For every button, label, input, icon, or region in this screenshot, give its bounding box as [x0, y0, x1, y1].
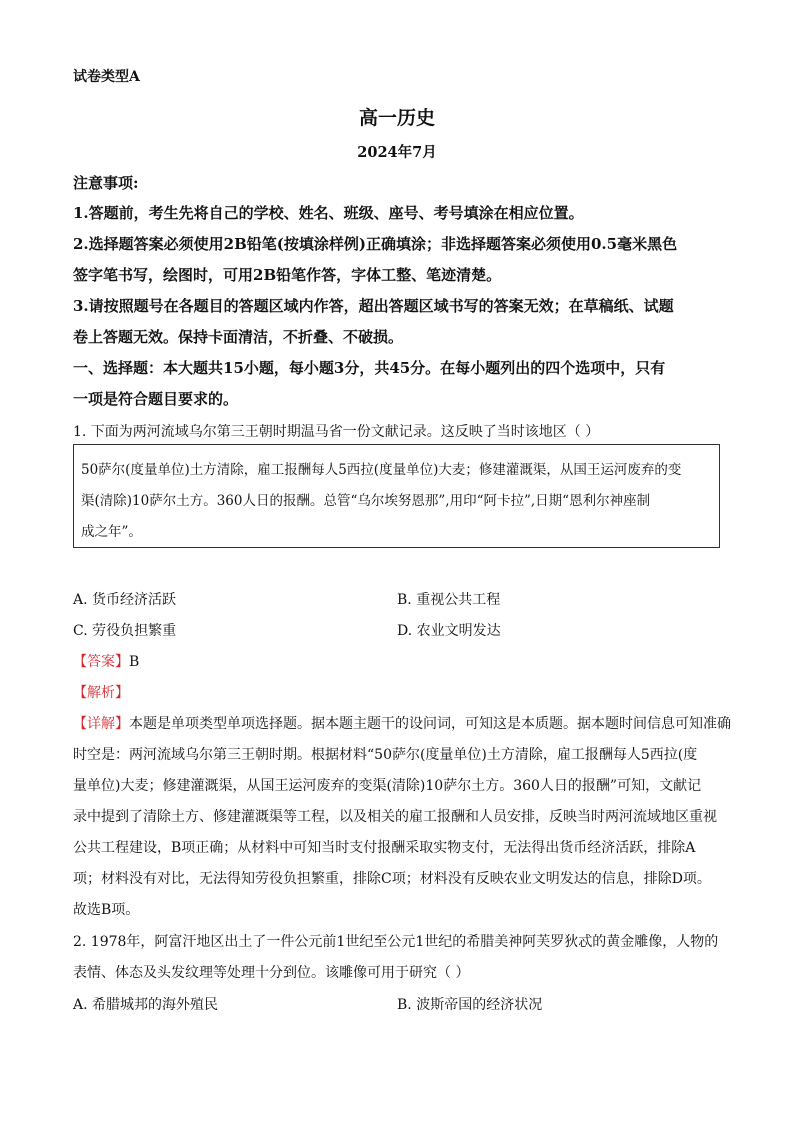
question-1-option-d: D. 农业文明发达: [397, 623, 501, 639]
detail-line-4: 录中提到了清除土方、修建灌溉渠等工程，以及相关的雇工报酬和人员安排，反映当时两河流域地区重视: [73, 809, 717, 825]
answer-line: [73, 651, 139, 671]
question-2-stem-line-2: 表情、体态及头发纹理等处理十分到位。该雕像可用于研究（ ）: [73, 965, 470, 981]
notice-item-3-line-1: 3.请按照题号在各题目的答题区域内作答，超出答题区域书写的答案无效；在草稿纸、试题: [73, 297, 674, 315]
detail-line-7: 故选B项。: [73, 902, 140, 918]
answer-value: B: [129, 654, 140, 670]
question-1-option-c: C. 劳役负担繁重: [73, 623, 177, 639]
detail-line-6: 项；材料没有对比，无法得知劳役负担繁重，排除C项；材料没有反映农业文明发达的信息，排除D项。: [73, 871, 711, 887]
question-2-option-a: A. 希腊城邦的海外殖民: [73, 997, 219, 1013]
material-line-1: 50萨尔(度量单位)土方清除，雇工报酬每人5西拉(度量单位)大麦；修建灌溉渠，从国王运河废弃的变: [81, 462, 682, 478]
question-1-stem: 1. 下面为两河流域乌尔第三王朝时期温马省一份文献记录。这反映了当时该地区（ ）: [73, 424, 600, 440]
detail-line-2: 时空是：两河流域乌尔第三王朝时期。根据材料“50萨尔(度量单位)土方清除，雇工报酬每人5西拉(度: [73, 747, 698, 763]
notice-heading: 注意事项:: [73, 174, 139, 192]
analysis-tag: 【解析】: [73, 685, 129, 701]
section-heading-line-2: 一项是符合题目要求的。: [73, 390, 239, 408]
notice-item-1: 1.答题前，考生先将自己的学校、姓名、班级、座号、考号填涂在相应位置。: [73, 204, 584, 222]
paper-type-label: 试卷类型A: [73, 69, 140, 85]
question-2-stem-line-1: 2. 1978年，阿富汗地区出土了一件公元前1世纪至公元1世纪的希腊美神阿芙罗狄忒的黄金雕像，人物的: [73, 934, 719, 950]
section-heading-line-1: 一、选择题：本大题共15小题，每小题3分，共45分。在每小题列出的四个选项中，只有: [73, 359, 666, 377]
question-2-option-b: B. 波斯帝国的经济状况: [397, 997, 543, 1013]
question-1-option-b: B. 重视公共工程: [397, 592, 501, 608]
detail-text-1: 本题是单项类型单项选择题。据本题主题干的设问词，可知这是本质题。据本题时间信息可知准确: [129, 716, 731, 732]
detail-line-3: 量单位)大麦；修建灌溉渠，从国王运河废弃的变渠(清除)10萨尔土方。360人日的报酬”可知，文献记: [73, 778, 702, 794]
notice-item-3-line-2: 卷上答题无效。保持卡面清洁，不折叠、不破损。: [73, 328, 404, 346]
page-title: 高一历史: [358, 107, 435, 129]
notice-item-2-line-2: 签字笔书写，绘图时，可用2B铅笔作答，字体工整、笔迹清楚。: [73, 266, 502, 284]
exam-date: 2024年7月: [357, 144, 437, 161]
detail-line-5: 公共工程建设，B项正确；从材料中可知当时支付报酬采取实物支付，无法得出货币经济活跃，排除A: [73, 840, 696, 856]
detail-tag: 【详解】: [73, 716, 129, 732]
material-line-2: 渠(清除)10萨尔土方。360人日的报酬。总管“乌尔埃努恩那”,用印“阿卡拉”,日期“恩利尔神座制: [81, 493, 651, 509]
question-1-option-a: A. 货币经济活跃: [73, 592, 177, 608]
material-line-3: 成之年”。: [81, 524, 142, 540]
answer-tag: 【答案】: [73, 654, 129, 670]
detail-line-1: [73, 713, 731, 733]
notice-item-2-line-1: 2.选择题答案必须使用2B铅笔(按填涂样例)正确填涂；非选择题答案必须使用0.5毫米黑色: [73, 235, 678, 253]
